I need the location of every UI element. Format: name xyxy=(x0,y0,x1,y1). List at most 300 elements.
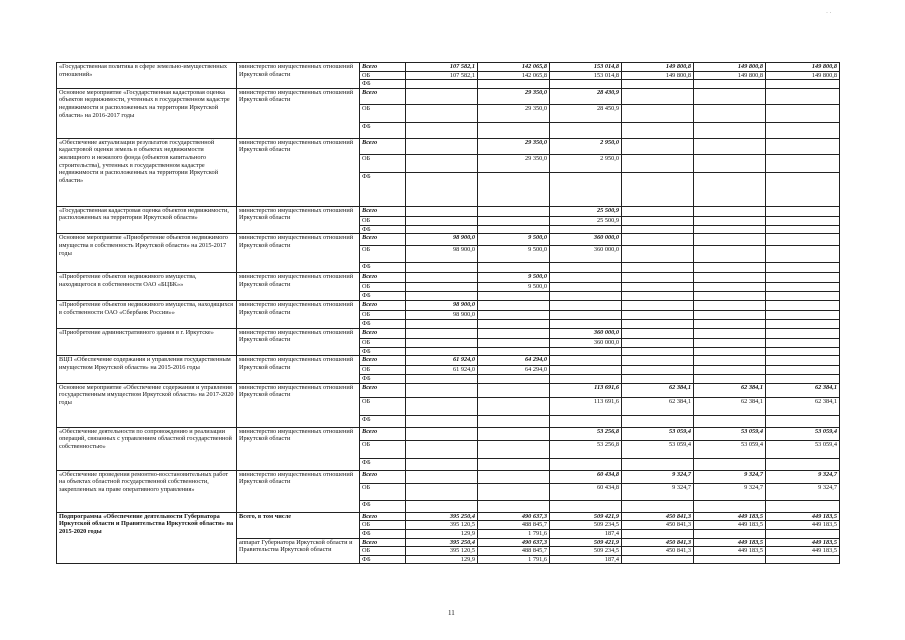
amount-cell xyxy=(550,366,622,375)
amount-cell: 153 014,8 xyxy=(550,63,622,72)
responsible-executor-cell: министерство имущественных отношений Иркутской области xyxy=(237,234,360,273)
amount-cell: 449 183,5 xyxy=(766,547,840,556)
amount-cell: 509 234,5 xyxy=(550,521,622,530)
amount-cell xyxy=(406,319,478,328)
funding-source-cell: ФБ xyxy=(360,122,406,138)
amount-cell xyxy=(478,470,550,483)
amount-cell: 490 637,3 xyxy=(478,512,550,521)
amount-cell xyxy=(766,310,840,319)
funding-source-cell: Всего xyxy=(360,88,406,104)
amount-cell xyxy=(766,138,840,154)
funding-source-cell: Всего xyxy=(360,470,406,483)
amount-cell xyxy=(622,206,694,216)
amount-cell: 142 065,8 xyxy=(478,71,550,80)
amount-cell: 53 256,8 xyxy=(550,427,622,440)
amount-cell xyxy=(406,292,478,301)
amount-cell: 450 841,3 xyxy=(622,521,694,530)
responsible-executor-cell: министерство имущественных отношений Иркутской области xyxy=(237,356,360,384)
amount-cell xyxy=(694,310,766,319)
amount-cell xyxy=(766,234,840,246)
amount-cell: 62 384,1 xyxy=(766,383,840,397)
funding-source-cell: Всего xyxy=(360,273,406,283)
amount-cell: 142 065,8 xyxy=(478,63,550,72)
amount-cell: 28 430,9 xyxy=(550,88,622,104)
amount-cell xyxy=(694,458,766,470)
table-row xyxy=(57,512,840,521)
amount-cell xyxy=(478,310,550,319)
responsible-executor-cell: министерство имущественных отношений Иркутской области xyxy=(237,63,360,89)
amount-cell: 449 183,5 xyxy=(766,521,840,530)
amount-cell: 53 059,4 xyxy=(694,427,766,440)
amount-cell: 490 637,3 xyxy=(478,538,550,547)
amount-cell xyxy=(478,225,550,234)
amount-cell xyxy=(622,80,694,89)
amount-cell xyxy=(694,263,766,273)
amount-cell xyxy=(622,246,694,263)
funding-source-cell: ФБ xyxy=(360,319,406,328)
amount-cell: 153 014,8 xyxy=(550,71,622,80)
amount-cell: 449 183,5 xyxy=(766,512,840,521)
table-row xyxy=(57,328,840,338)
responsible-executor-cell: министерство имущественных отношений Иркутской области xyxy=(237,383,360,427)
amount-cell xyxy=(694,234,766,246)
program-name-cell: «Обеспечение проведения ремонтно-восстановительных работ на объектах областной государственной собственности, закрепленных на праве оперативного управления» xyxy=(57,470,237,512)
responsible-executor-cell: Всего, в том числе xyxy=(237,512,360,538)
amount-cell: 9 324,7 xyxy=(622,483,694,500)
amount-cell: 360 000,0 xyxy=(550,338,622,347)
amount-cell xyxy=(478,206,550,216)
amount-cell xyxy=(622,366,694,375)
amount-cell xyxy=(622,122,694,138)
amount-cell xyxy=(766,458,840,470)
amount-cell xyxy=(550,263,622,273)
amount-cell: 129,9 xyxy=(406,555,478,564)
amount-cell: 449 183,5 xyxy=(694,521,766,530)
amount-cell xyxy=(622,529,694,538)
amount-cell xyxy=(622,328,694,338)
amount-cell xyxy=(766,80,840,89)
funding-source-cell: ФБ xyxy=(360,225,406,234)
amount-cell xyxy=(766,356,840,366)
amount-cell xyxy=(622,283,694,292)
amount-cell xyxy=(694,246,766,263)
amount-cell: 9 324,7 xyxy=(694,483,766,500)
amount-cell: 360 000,0 xyxy=(550,246,622,263)
program-name-cell: «Государственная кадастровая оценка объектов недвижимости, расположенных на территории Иркутской области» xyxy=(57,206,237,234)
responsible-executor-cell: министерство имущественных отношений Иркутской области xyxy=(237,300,360,328)
amount-cell xyxy=(622,273,694,283)
table-row xyxy=(57,470,840,483)
amount-cell xyxy=(622,138,694,154)
amount-cell xyxy=(694,104,766,122)
scan-corner-mark: · · xyxy=(826,10,832,16)
amount-cell: 53 059,4 xyxy=(694,440,766,458)
amount-cell xyxy=(694,415,766,427)
funding-source-cell: ОБ xyxy=(360,397,406,415)
amount-cell xyxy=(622,338,694,347)
amount-cell: 53 256,8 xyxy=(550,440,622,458)
table-row xyxy=(57,273,840,283)
amount-cell xyxy=(622,88,694,104)
amount-cell xyxy=(622,500,694,512)
amount-cell xyxy=(766,292,840,301)
amount-cell: 113 691,6 xyxy=(550,397,622,415)
amount-cell: 29 350,0 xyxy=(478,104,550,122)
amount-cell xyxy=(550,458,622,470)
program-name-cell: «Обеспечение деятельности по сопровождению и реализации операций, связанных с управлением областной государственной собственностью» xyxy=(57,427,237,470)
amount-cell xyxy=(478,292,550,301)
table-row xyxy=(57,383,840,397)
amount-cell xyxy=(406,225,478,234)
amount-cell xyxy=(550,347,622,356)
amount-cell: 449 183,5 xyxy=(694,512,766,521)
amount-cell: 98 900,0 xyxy=(406,300,478,310)
table-row xyxy=(57,356,840,366)
amount-cell: 62 384,1 xyxy=(622,397,694,415)
table-row xyxy=(57,427,840,440)
amount-cell xyxy=(694,206,766,216)
amount-cell xyxy=(406,122,478,138)
amount-cell xyxy=(694,154,766,172)
funding-source-cell: Всего xyxy=(360,356,406,366)
amount-cell xyxy=(622,300,694,310)
amount-cell xyxy=(694,225,766,234)
amount-cell xyxy=(694,319,766,328)
amount-cell xyxy=(694,292,766,301)
amount-cell xyxy=(766,529,840,538)
budget-table-container xyxy=(56,62,839,564)
amount-cell: 149 800,8 xyxy=(622,63,694,72)
amount-cell xyxy=(406,500,478,512)
budget-table xyxy=(56,62,840,564)
funding-source-cell: ФБ xyxy=(360,555,406,564)
funding-source-cell: ОБ xyxy=(360,246,406,263)
funding-source-cell: ОБ xyxy=(360,283,406,292)
amount-cell xyxy=(478,263,550,273)
amount-cell xyxy=(478,319,550,328)
amount-cell: 53 059,4 xyxy=(766,427,840,440)
funding-source-cell: ОБ xyxy=(360,71,406,80)
amount-cell: 450 841,3 xyxy=(622,547,694,556)
amount-cell: 62 384,1 xyxy=(694,397,766,415)
amount-cell xyxy=(622,458,694,470)
amount-cell: 113 691,6 xyxy=(550,383,622,397)
amount-cell xyxy=(478,172,550,206)
table-row xyxy=(57,300,840,310)
amount-cell xyxy=(550,225,622,234)
amount-cell xyxy=(478,483,550,500)
amount-cell: 107 582,1 xyxy=(406,71,478,80)
funding-source-cell: ФБ xyxy=(360,292,406,301)
amount-cell xyxy=(766,347,840,356)
funding-source-cell: ОБ xyxy=(360,338,406,347)
amount-cell xyxy=(622,356,694,366)
amount-cell: 449 183,5 xyxy=(766,538,840,547)
amount-cell xyxy=(478,500,550,512)
amount-cell: 360 000,0 xyxy=(550,234,622,246)
amount-cell: 29 350,0 xyxy=(478,88,550,104)
amount-cell xyxy=(406,154,478,172)
amount-cell xyxy=(406,328,478,338)
amount-cell: 25 500,9 xyxy=(550,206,622,216)
amount-cell xyxy=(478,300,550,310)
amount-cell xyxy=(694,356,766,366)
amount-cell xyxy=(766,300,840,310)
funding-source-cell: ОБ xyxy=(360,310,406,319)
program-name-cell: «Приобретение объектов недвижимого имущества, находящихся в собственности ОАО «Сбербанк России»» xyxy=(57,300,237,328)
amount-cell: 187,4 xyxy=(550,529,622,538)
amount-cell xyxy=(766,273,840,283)
amount-cell: 61 924,0 xyxy=(406,356,478,366)
amount-cell: 98 900,0 xyxy=(406,310,478,319)
page-number: 11 xyxy=(448,609,455,617)
funding-source-cell: ОБ xyxy=(360,440,406,458)
amount-cell: 9 500,0 xyxy=(478,283,550,292)
funding-source-cell: ФБ xyxy=(360,80,406,89)
amount-cell: 53 059,4 xyxy=(622,427,694,440)
budget-table-body xyxy=(57,63,840,564)
amount-cell xyxy=(766,216,840,225)
amount-cell xyxy=(550,310,622,319)
amount-cell xyxy=(550,172,622,206)
responsible-executor-cell: министерство имущественных отношений Иркутской области xyxy=(237,427,360,470)
amount-cell xyxy=(766,328,840,338)
amount-cell xyxy=(622,310,694,319)
amount-cell: 62 384,1 xyxy=(694,383,766,397)
amount-cell xyxy=(766,283,840,292)
amount-cell: 129,9 xyxy=(406,529,478,538)
amount-cell: 149 800,8 xyxy=(766,71,840,80)
funding-source-cell: ФБ xyxy=(360,263,406,273)
program-name-cell: «Государственная политика в сфере земельно-имущественных отношений» xyxy=(57,63,237,89)
funding-source-cell: ОБ xyxy=(360,366,406,375)
amount-cell: 64 294,0 xyxy=(478,366,550,375)
amount-cell xyxy=(622,319,694,328)
amount-cell: 450 841,3 xyxy=(622,538,694,547)
amount-cell xyxy=(406,263,478,273)
amount-cell xyxy=(766,88,840,104)
funding-source-cell: ОБ xyxy=(360,521,406,530)
amount-cell xyxy=(406,483,478,500)
amount-cell xyxy=(406,216,478,225)
amount-cell: 449 183,5 xyxy=(694,547,766,556)
amount-cell xyxy=(406,88,478,104)
amount-cell: 9 324,7 xyxy=(622,470,694,483)
amount-cell xyxy=(550,292,622,301)
amount-cell xyxy=(694,216,766,225)
amount-cell: 60 434,8 xyxy=(550,483,622,500)
amount-cell xyxy=(694,273,766,283)
amount-cell: 509 421,9 xyxy=(550,538,622,547)
amount-cell xyxy=(766,206,840,216)
amount-cell xyxy=(694,80,766,89)
amount-cell xyxy=(622,104,694,122)
program-name-cell: ВЦП «Обеспечение содержания и управления государственным имуществом Иркутской области» на 2015-2016 годы xyxy=(57,356,237,384)
amount-cell: 395 250,4 xyxy=(406,538,478,547)
amount-cell xyxy=(478,80,550,89)
amount-cell: 1 791,6 xyxy=(478,529,550,538)
amount-cell xyxy=(406,397,478,415)
funding-source-cell: ОБ xyxy=(360,547,406,556)
amount-cell: 29 350,0 xyxy=(478,154,550,172)
program-name-cell: Основное мероприятие «Приобретение объектов недвижимого имущества в собственность Иркутской области» на 2015-2017 годы xyxy=(57,234,237,273)
amount-cell xyxy=(766,246,840,263)
amount-cell: 149 800,8 xyxy=(766,63,840,72)
amount-cell xyxy=(622,154,694,172)
amount-cell xyxy=(550,273,622,283)
amount-cell xyxy=(478,216,550,225)
amount-cell xyxy=(694,555,766,564)
table-row xyxy=(57,88,840,104)
amount-cell xyxy=(694,347,766,356)
table-row xyxy=(57,206,840,216)
amount-cell xyxy=(766,122,840,138)
amount-cell xyxy=(406,383,478,397)
responsible-executor-cell: министерство имущественных отношений Иркутской области xyxy=(237,138,360,206)
amount-cell xyxy=(622,375,694,384)
amount-cell xyxy=(694,500,766,512)
amount-cell xyxy=(406,338,478,347)
amount-cell xyxy=(622,216,694,225)
program-name-cell: Основное мероприятие «Обеспечение содержания и управления государственным имуществом Иркутской области» на 2017-2020 годы xyxy=(57,383,237,427)
funding-source-cell: ФБ xyxy=(360,529,406,538)
funding-source-cell: Всего xyxy=(360,383,406,397)
amount-cell xyxy=(694,172,766,206)
amount-cell xyxy=(766,415,840,427)
amount-cell xyxy=(694,122,766,138)
amount-cell xyxy=(550,122,622,138)
amount-cell: 395 120,5 xyxy=(406,547,478,556)
amount-cell: 509 421,9 xyxy=(550,512,622,521)
amount-cell xyxy=(694,283,766,292)
amount-cell xyxy=(766,172,840,206)
amount-cell xyxy=(478,458,550,470)
amount-cell xyxy=(550,356,622,366)
amount-cell: 98 900,0 xyxy=(406,246,478,263)
amount-cell xyxy=(694,88,766,104)
amount-cell xyxy=(406,415,478,427)
responsible-executor-cell: министерство имущественных отношений Иркутской области xyxy=(237,206,360,234)
amount-cell xyxy=(478,427,550,440)
table-row xyxy=(57,138,840,154)
amount-cell: 62 384,1 xyxy=(622,383,694,397)
amount-cell xyxy=(550,300,622,310)
amount-cell xyxy=(478,375,550,384)
responsible-executor-cell: министерство имущественных отношений Иркутской области xyxy=(237,88,360,138)
subprogram-name-cell: Подпрограмма «Обеспечение деятельности Губернатора Иркутской области и Правительства Иркутской области» на 2015-2020 годы xyxy=(57,512,237,564)
amount-cell xyxy=(406,104,478,122)
funding-source-cell: ФБ xyxy=(360,500,406,512)
amount-cell: 62 384,1 xyxy=(766,397,840,415)
amount-cell: 149 800,8 xyxy=(694,63,766,72)
amount-cell xyxy=(766,263,840,273)
funding-source-cell: ОБ xyxy=(360,154,406,172)
amount-cell xyxy=(478,383,550,397)
amount-cell xyxy=(694,366,766,375)
responsible-executor-cell: министерство имущественных отношений Иркутской области xyxy=(237,470,360,512)
amount-cell xyxy=(406,172,478,206)
funding-source-cell: Всего xyxy=(360,63,406,72)
amount-cell xyxy=(478,347,550,356)
amount-cell xyxy=(406,283,478,292)
amount-cell xyxy=(766,375,840,384)
amount-cell xyxy=(478,122,550,138)
amount-cell xyxy=(622,415,694,427)
amount-cell xyxy=(622,225,694,234)
amount-cell xyxy=(622,292,694,301)
amount-cell xyxy=(478,397,550,415)
amount-cell: 29 350,0 xyxy=(478,138,550,154)
amount-cell: 450 841,3 xyxy=(622,512,694,521)
amount-cell xyxy=(406,80,478,89)
amount-cell xyxy=(406,470,478,483)
amount-cell: 449 183,5 xyxy=(694,538,766,547)
funding-source-cell: Всего xyxy=(360,234,406,246)
amount-cell: 509 234,5 xyxy=(550,547,622,556)
funding-source-cell: Всего xyxy=(360,328,406,338)
amount-cell xyxy=(406,427,478,440)
funding-source-cell: Всего xyxy=(360,427,406,440)
amount-cell: 64 294,0 xyxy=(478,356,550,366)
funding-source-cell: ФБ xyxy=(360,458,406,470)
responsible-executor-cell: аппарат Губернатора Иркутской области и Правительства Иркутской области xyxy=(237,538,360,564)
amount-cell: 61 924,0 xyxy=(406,366,478,375)
amount-cell xyxy=(694,338,766,347)
funding-source-cell: ОБ xyxy=(360,104,406,122)
funding-source-cell: ФБ xyxy=(360,415,406,427)
amount-cell: 9 500,0 xyxy=(478,246,550,263)
amount-cell xyxy=(406,273,478,283)
amount-cell xyxy=(766,500,840,512)
amount-cell xyxy=(766,366,840,375)
amount-cell xyxy=(694,375,766,384)
amount-cell: 60 434,8 xyxy=(550,470,622,483)
amount-cell xyxy=(766,338,840,347)
program-name-cell: «Обеспечение актуализации результатов государственной кадастровой оценки земель в объектах недвижимости жилищного и нежилого фонда (объектов капитального строительства), учтенных в государственном кадастре недвижимости и расположенных на территории Иркутской области» xyxy=(57,138,237,206)
amount-cell xyxy=(694,328,766,338)
amount-cell: 9 500,0 xyxy=(478,273,550,283)
funding-source-cell: ФБ xyxy=(360,347,406,356)
amount-cell: 149 800,8 xyxy=(694,71,766,80)
amount-cell xyxy=(406,347,478,356)
amount-cell: 9 324,7 xyxy=(766,483,840,500)
amount-cell xyxy=(550,500,622,512)
amount-cell xyxy=(694,529,766,538)
amount-cell xyxy=(550,375,622,384)
amount-cell: 25 500,9 xyxy=(550,216,622,225)
funding-source-cell: Всего xyxy=(360,538,406,547)
amount-cell: 9 324,7 xyxy=(694,470,766,483)
amount-cell xyxy=(766,555,840,564)
amount-cell: 28 450,9 xyxy=(550,104,622,122)
amount-cell: 1 791,6 xyxy=(478,555,550,564)
amount-cell xyxy=(622,172,694,206)
amount-cell: 2 950,0 xyxy=(550,138,622,154)
amount-cell xyxy=(766,104,840,122)
amount-cell xyxy=(622,347,694,356)
amount-cell: 488 845,7 xyxy=(478,547,550,556)
responsible-executor-cell: министерство имущественных отношений Иркутской области xyxy=(237,273,360,301)
amount-cell xyxy=(622,263,694,273)
responsible-executor-cell: министерство имущественных отношений Иркутской области xyxy=(237,328,360,356)
amount-cell xyxy=(406,440,478,458)
amount-cell xyxy=(766,154,840,172)
amount-cell xyxy=(550,80,622,89)
amount-cell: 395 120,5 xyxy=(406,521,478,530)
program-name-cell: «Приобретение объектов недвижимого имущества, находящегося в собственности ОАО «БЦБК»» xyxy=(57,273,237,301)
funding-source-cell: ОБ xyxy=(360,483,406,500)
amount-cell xyxy=(406,206,478,216)
